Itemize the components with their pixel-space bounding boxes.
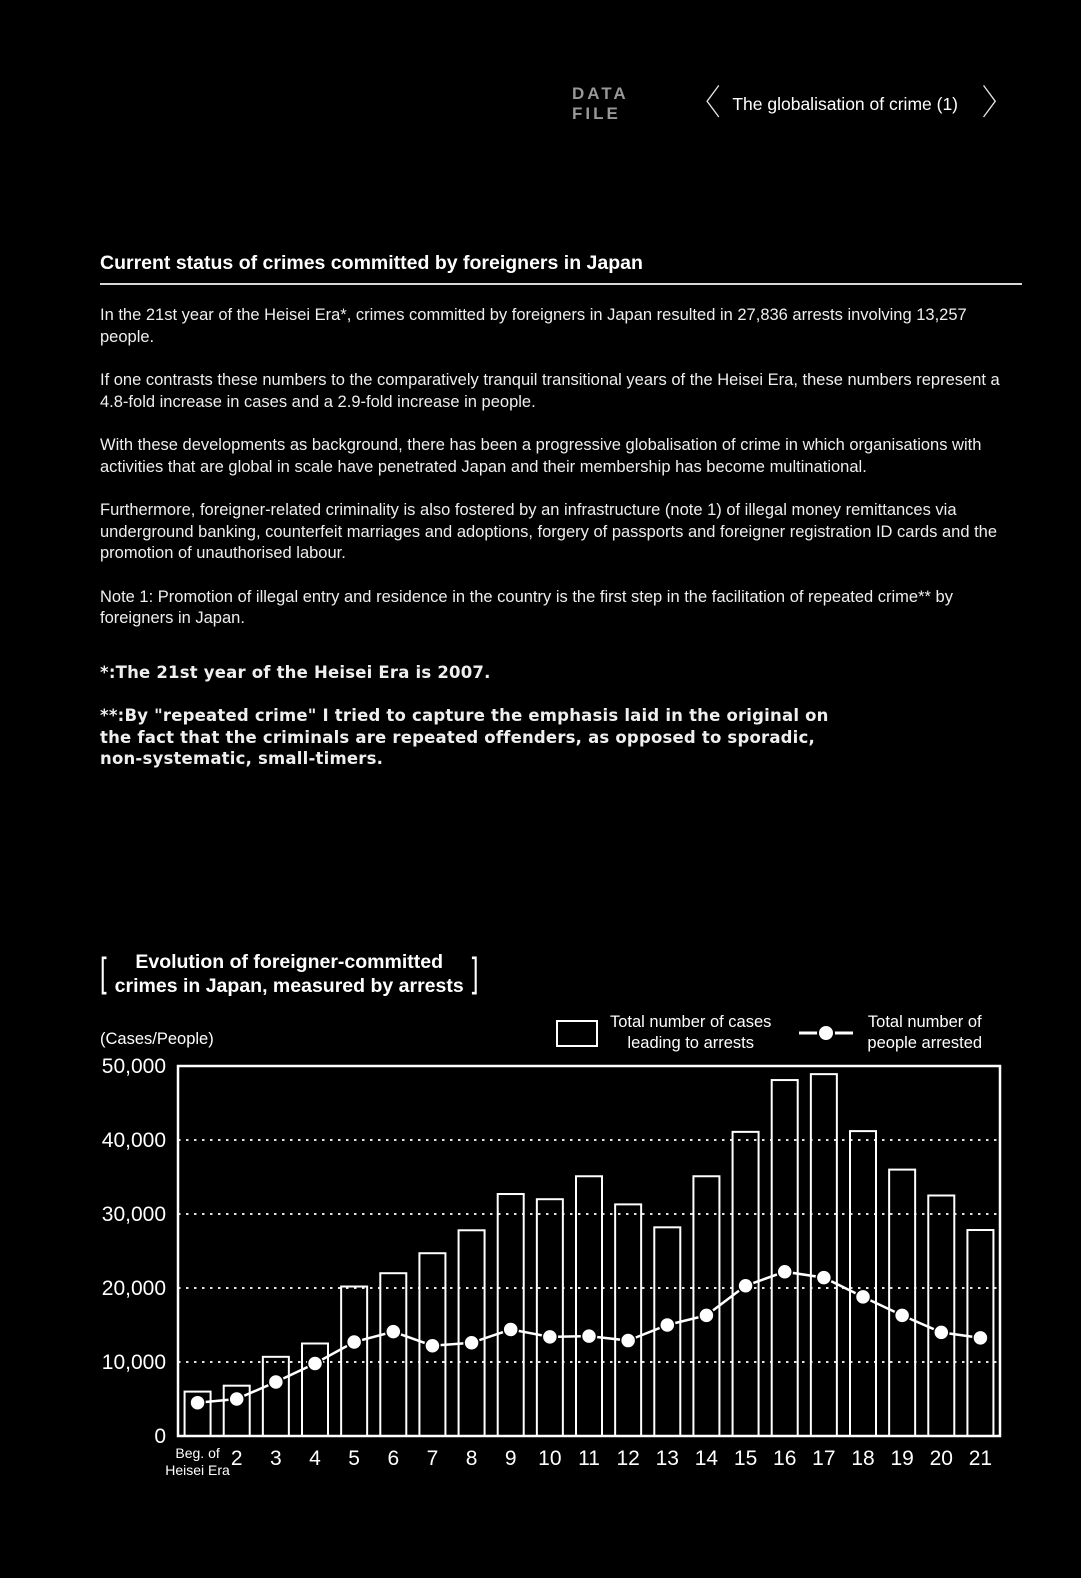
legend-people-line1: Total number of xyxy=(867,1013,982,1031)
x-tick-label: 5 xyxy=(348,1447,360,1470)
y-tick-label: 40,000 xyxy=(101,1129,166,1152)
line-marker-icon xyxy=(797,1023,855,1043)
page-header xyxy=(572,84,1012,124)
line-marker xyxy=(895,1308,910,1323)
footnote-star: *:The 21st year of the Heisei Era is 2007. xyxy=(100,662,491,682)
chart-title-line2: crimes in Japan, measured by arrests xyxy=(114,975,464,997)
y-tick-label: 30,000 xyxy=(101,1203,166,1226)
line-marker xyxy=(503,1322,518,1337)
line-marker xyxy=(582,1329,597,1344)
bar-cases xyxy=(615,1204,641,1436)
bar-cases xyxy=(850,1131,876,1436)
x-tick-label: 16 xyxy=(773,1447,797,1470)
paragraph: Note 1: Promotion of illegal entry and residence in the country is the first step in the facilitation of repeated crime** by foreigners in Japan. xyxy=(100,587,953,627)
bar-cases xyxy=(263,1357,289,1436)
x-tick-label: 2 xyxy=(230,1447,243,1470)
x-tick-label: 15 xyxy=(733,1447,758,1470)
line-marker xyxy=(934,1325,949,1340)
line-marker xyxy=(386,1324,401,1339)
right-bracket-icon: ] xyxy=(471,950,479,997)
paragraph: In the 21st year of the Heisei Era*, crimes committed by foreigners in Japan resulted in 27,836 arrests involving 13,257 people. xyxy=(100,306,967,346)
legend-item-cases xyxy=(556,1012,771,1054)
legend-cases-line1: Total number of cases xyxy=(610,1013,772,1031)
x-tick-label: 21 xyxy=(968,1447,993,1470)
x-tick-label: 19 xyxy=(890,1447,914,1470)
bar-cases xyxy=(459,1230,485,1436)
bar-cases xyxy=(498,1194,524,1436)
page-title: The globalisation of crime (1) xyxy=(732,93,958,114)
paragraph: Furthermore, foreigner-related criminality is also fostered by an infrastructure (note 1) of illegal money remittances via underground banking, counterfeit marriages and adoptions, forgery of passports and foreigner registration ID cards and the promotion of unauthorised labour. xyxy=(100,501,998,562)
legend-cases-label xyxy=(610,1012,771,1054)
line-marker xyxy=(856,1289,871,1304)
bar-cases xyxy=(811,1074,837,1436)
line-marker xyxy=(738,1278,753,1293)
line-marker xyxy=(347,1335,362,1350)
line-marker xyxy=(621,1333,636,1348)
bar-swatch-icon xyxy=(556,1020,598,1047)
y-tick-label: 50,000 xyxy=(101,1055,166,1078)
line-marker xyxy=(229,1392,244,1407)
line-marker xyxy=(308,1356,323,1371)
line-marker xyxy=(660,1318,675,1333)
line-marker xyxy=(464,1335,479,1350)
bar-cases xyxy=(693,1176,719,1436)
x-tick-label: 11 xyxy=(578,1447,600,1470)
line-marker xyxy=(973,1330,988,1345)
chart-legend xyxy=(556,1012,1016,1054)
left-chevron-icon: 〈 xyxy=(690,84,721,123)
legend-item-people xyxy=(797,1012,982,1054)
paragraph: If one contrasts these numbers to the comparatively tranquil transitional years of the Heisei Era, these numbers represent a 4.8-fold increase in cases and a 2.9-fold increase in people. xyxy=(100,371,1000,411)
bar-cases xyxy=(889,1170,915,1436)
y-tick-label: 0 xyxy=(154,1425,166,1448)
left-bracket-icon: [ xyxy=(100,950,107,997)
x-tick-label: Heisei Era xyxy=(165,1462,230,1478)
y-tick-label: 10,000 xyxy=(101,1351,166,1374)
bar-cases xyxy=(537,1199,563,1436)
line-marker xyxy=(425,1338,440,1353)
x-tick-label: 12 xyxy=(616,1447,640,1470)
x-tick-label: 14 xyxy=(694,1447,719,1470)
arrests-chart-svg xyxy=(84,1052,1024,1532)
bar-cases xyxy=(772,1080,798,1436)
chart-title xyxy=(115,950,464,998)
x-tick-label: 3 xyxy=(270,1447,282,1470)
bar-cases xyxy=(928,1196,954,1437)
bar-cases xyxy=(576,1176,602,1436)
legend-people-label xyxy=(867,1012,982,1054)
article-body xyxy=(100,252,1022,792)
line-marker xyxy=(542,1329,557,1344)
translator-footnotes xyxy=(100,662,1022,770)
line-marker xyxy=(190,1395,205,1410)
x-tick-label: 7 xyxy=(426,1447,439,1470)
x-tick-label: 4 xyxy=(309,1447,321,1470)
line-marker xyxy=(816,1270,831,1285)
x-tick-label: 6 xyxy=(387,1447,400,1470)
y-tick-label: 20,000 xyxy=(101,1277,166,1300)
legend-cases-line2: leading to arrests xyxy=(627,1034,754,1052)
bar-cases xyxy=(380,1273,406,1436)
data-file-label: DATA FILE xyxy=(572,84,629,123)
x-tick-label: 13 xyxy=(655,1447,679,1470)
y-axis-unit-label: (Cases/People) xyxy=(100,1030,214,1048)
chart-title-block xyxy=(100,950,478,998)
paragraph: With these developments as background, there has been a progressive globalisation of crime in which organisations with activities that are global in scale have penetrated Japan and their membership has become multinational. xyxy=(100,436,982,476)
x-tick-label: Beg. of xyxy=(175,1445,220,1461)
footnote-double-star: **:By "repeated crime" I tried to capture the emphasis laid in the original on the fact that the criminals are repeated offenders, as opposed to sporadic, non-systematic, small-timers. xyxy=(100,706,829,768)
line-marker xyxy=(699,1308,714,1323)
x-tick-label: 18 xyxy=(851,1447,875,1470)
section-heading: Current status of crimes committed by foreigners in Japan xyxy=(100,252,1022,285)
x-tick-label: 8 xyxy=(465,1447,478,1470)
line-marker xyxy=(268,1374,283,1389)
right-chevron-icon: 〉 xyxy=(982,84,1012,123)
chart-title-line1: Evolution of foreigner-committed xyxy=(135,951,444,973)
x-tick-label: 9 xyxy=(504,1447,517,1470)
x-tick-label: 17 xyxy=(812,1447,836,1470)
legend-people-line2: people arrested xyxy=(867,1034,983,1052)
line-marker xyxy=(777,1264,792,1279)
x-tick-label: 20 xyxy=(929,1447,953,1470)
x-tick-label: 10 xyxy=(538,1447,562,1470)
arrests-chart xyxy=(84,1052,1024,1532)
